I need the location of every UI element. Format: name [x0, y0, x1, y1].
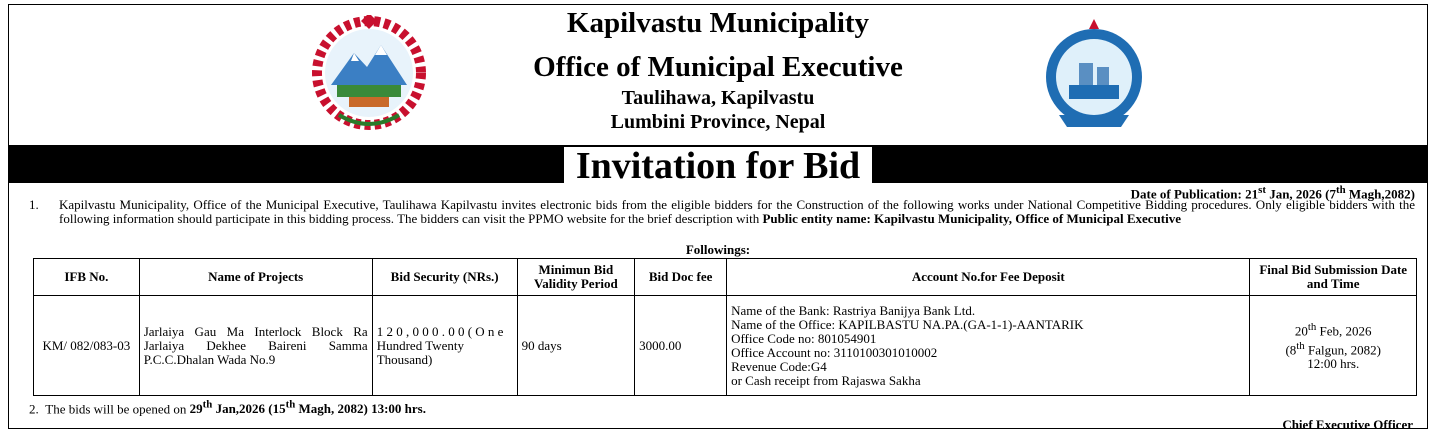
- bid-security: 1 2 0 , 0 0 0 . 0 0 ( O n e Hundred Twenty Thousand): [372, 296, 517, 396]
- municipality-seal-logo: [1039, 15, 1149, 133]
- column-header: Name of Projects: [139, 259, 372, 296]
- account-line: Revenue Code:G4: [731, 358, 827, 374]
- office-name: Office of Municipal Executive: [533, 51, 903, 83]
- column-header: Account No.for Fee Deposit: [727, 259, 1250, 296]
- project-name: Jarlaiya Gau Ma Interlock Block Ra Jarlaiya Dekhee Baireni Samma P.C.C.Dhalan Wada No.9: [139, 296, 372, 396]
- account-details: [727, 296, 1250, 396]
- table-row: [34, 296, 1417, 396]
- signatory-title: Chief Executive Officer: [1282, 417, 1413, 432]
- column-header: Minimun Bid Validity Period: [517, 259, 635, 296]
- account-line: Name of the Office: KAPILBASTU NA.PA.(GA-1-1)-AANTARIK: [731, 316, 1084, 332]
- account-line: Office Account no: 3110100301010002: [731, 344, 938, 360]
- notice-frame: [8, 4, 1428, 432]
- bid-doc-fee: 3000.00: [635, 296, 727, 396]
- account-line: or Cash receipt from Rajaswa Sakha: [731, 372, 921, 388]
- column-header: Bid Security (NRs.): [372, 259, 517, 296]
- notice-header: [9, 5, 1427, 145]
- ifb-number: KM/ 082/083-03: [34, 296, 140, 396]
- public-entity-name: Public entity name: Kapilvastu Municipality, Office of Municipal Executive: [762, 211, 1181, 226]
- followings-label: Followings:: [685, 242, 751, 257]
- column-header: Bid Doc fee: [635, 259, 727, 296]
- table-header-row: [34, 259, 1417, 296]
- submission-deadline: 20th Feb, 2026 (8th Falgun, 2082) 12:00 hrs.: [1250, 296, 1417, 396]
- column-header: IFB No.: [34, 259, 140, 296]
- notice-paragraph-2: 2. The bids will be opened on 29th Jan,2026 (15th Magh, 2082) 13:00 hrs.: [29, 399, 426, 417]
- account-line: Name of the Bank: Rastriya Banijya Bank Ltd.: [731, 302, 976, 318]
- account-line: Office Code no: 801054901: [731, 330, 877, 346]
- bid-validity: 90 days: [517, 296, 635, 396]
- column-header: Final Bid Submission Date and Time: [1250, 259, 1417, 296]
- submission-time: 12:00 hrs.: [1307, 355, 1360, 371]
- bid-table: [33, 258, 1417, 396]
- paragraph-number: 1.: [29, 197, 39, 212]
- office-address: Taulihawa, Kapilvastu: [621, 87, 815, 109]
- publication-date: Date of Publication: 21st Jan, 2026 (7th Magh,2082): [1130, 184, 1415, 202]
- paragraph-text: Kapilvastu Municipality, Office of the Municipal Executive, Taulihawa Kapilvastu invites electronic bids from the eligible bidders for the Construction of the following works under National Competitive Bidding procedures. Only eligible bidders with the following information should participate in this bidding process. The bidders can visit the PPMO website for the brief description with: [59, 197, 1415, 226]
- municipality-name: Kapilvastu Municipality: [566, 7, 870, 39]
- notice-paragraph-1: [29, 198, 1415, 226]
- page-title: Invitation for Bid: [564, 147, 872, 185]
- office-province: Lumbini Province, Nepal: [610, 111, 826, 133]
